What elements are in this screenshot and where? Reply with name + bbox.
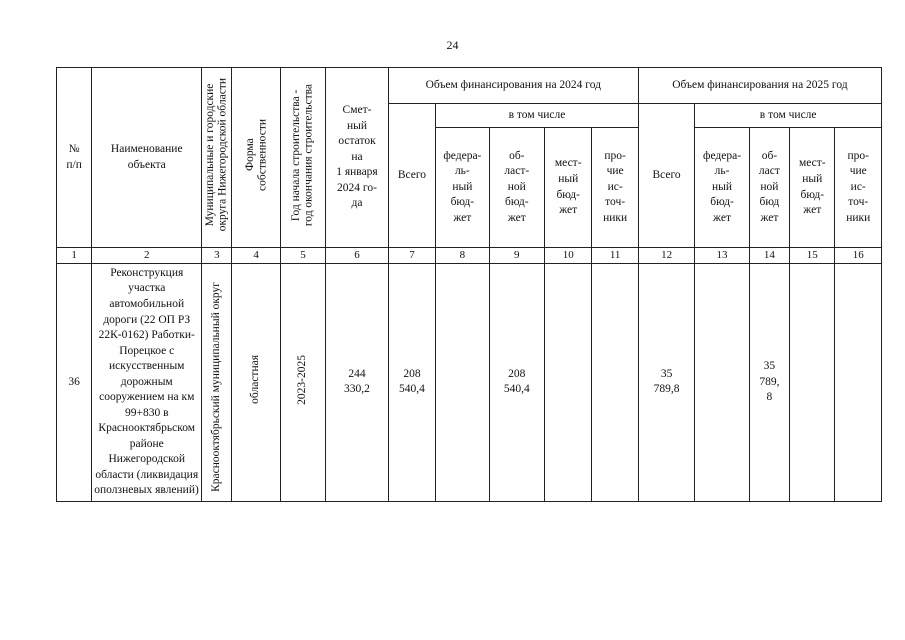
column-numbers-row — [57, 248, 882, 264]
header-federal-2024: федера- ль- ный бюд- жет — [436, 128, 489, 248]
col-number: 5 — [280, 248, 325, 264]
header-total-2025: Всего — [638, 104, 694, 248]
header-years — [280, 68, 325, 248]
header-including-2024: в том числе — [436, 104, 639, 128]
header-total-2024: Всего — [388, 104, 435, 248]
header-municipal — [202, 68, 232, 248]
col-number: 11 — [592, 248, 638, 264]
col-number: 4 — [232, 248, 280, 264]
header-fin-2025: Объем финансирования на 2025 год — [638, 68, 881, 104]
col-number: 9 — [489, 248, 544, 264]
header-years-text: Год начала строительства - год окончания строительства — [290, 83, 316, 226]
financing-table — [56, 67, 882, 502]
col-number: 8 — [436, 248, 489, 264]
header-ownership — [232, 68, 280, 248]
header-including-2025: в том числе — [695, 104, 882, 128]
header-balance: Смет- ный остаток на 1 января 2024 го- да — [326, 68, 389, 248]
header-ownership-text: Форма собственности — [243, 118, 269, 191]
row-other-2025 — [835, 263, 882, 501]
header-no: № п/п — [57, 68, 92, 248]
row-other-2024 — [592, 263, 638, 501]
row-balance: 244 330,2 — [326, 263, 389, 501]
row-local-2025 — [790, 263, 835, 501]
row-years-text: 2023-2025 — [296, 354, 309, 405]
col-number: 1 — [57, 248, 92, 264]
header-other-2025: про- чие ис- точ- ники — [835, 128, 882, 248]
row-federal-2024 — [436, 263, 489, 501]
row-regional-2025: 35 789, 8 — [749, 263, 789, 501]
col-number: 15 — [790, 248, 835, 264]
header-federal-2025: федера- ль- ный бюд- жет — [695, 128, 749, 248]
col-number: 2 — [92, 248, 202, 264]
col-number: 13 — [695, 248, 749, 264]
header-regional-2024: об- ласт- ной бюд- жет — [489, 128, 544, 248]
row-ownership-text: областная — [249, 355, 262, 404]
col-number: 7 — [388, 248, 435, 264]
row-name: Реконструкция участка автомобильной дороги (22 ОП РЗ 22К-0162) Работки-Порецкое с искусственным дорожным сооружением на км 99+830 в Краснооктябрьском районе Нижегородской области (ликвидация оползневых явлений) — [92, 263, 202, 501]
header-regional-2025: об- ласт ной бюд жет — [749, 128, 789, 248]
header-municipal-text: Муниципальные и городские округа Нижегородской области — [204, 78, 229, 232]
table-row — [57, 263, 882, 501]
col-number: 10 — [545, 248, 592, 264]
row-local-2024 — [545, 263, 592, 501]
row-years — [280, 263, 325, 501]
header-local-2025: мест- ный бюд- жет — [790, 128, 835, 248]
row-federal-2025 — [695, 263, 749, 501]
header-name: Наименование объекта — [92, 68, 202, 248]
row-total-2025: 35 789,8 — [638, 263, 694, 501]
row-municipal-text: Краснооктябрьский муниципальный округ — [210, 282, 223, 493]
row-ownership — [232, 263, 280, 501]
col-number: 12 — [638, 248, 694, 264]
col-number: 6 — [326, 248, 389, 264]
col-number: 16 — [835, 248, 882, 264]
header-fin-2024: Объем финансирования на 2024 год — [388, 68, 638, 104]
row-municipal — [202, 263, 232, 501]
page-number: 24 — [446, 38, 459, 52]
row-no: 36 — [57, 263, 92, 501]
row-regional-2024: 208 540,4 — [489, 263, 544, 501]
header-local-2024: мест- ный бюд- жет — [545, 128, 592, 248]
col-number: 14 — [749, 248, 789, 264]
row-total-2024: 208 540,4 — [388, 263, 435, 501]
header-other-2024: про- чие ис- точ- ники — [592, 128, 638, 248]
col-number: 3 — [202, 248, 232, 264]
